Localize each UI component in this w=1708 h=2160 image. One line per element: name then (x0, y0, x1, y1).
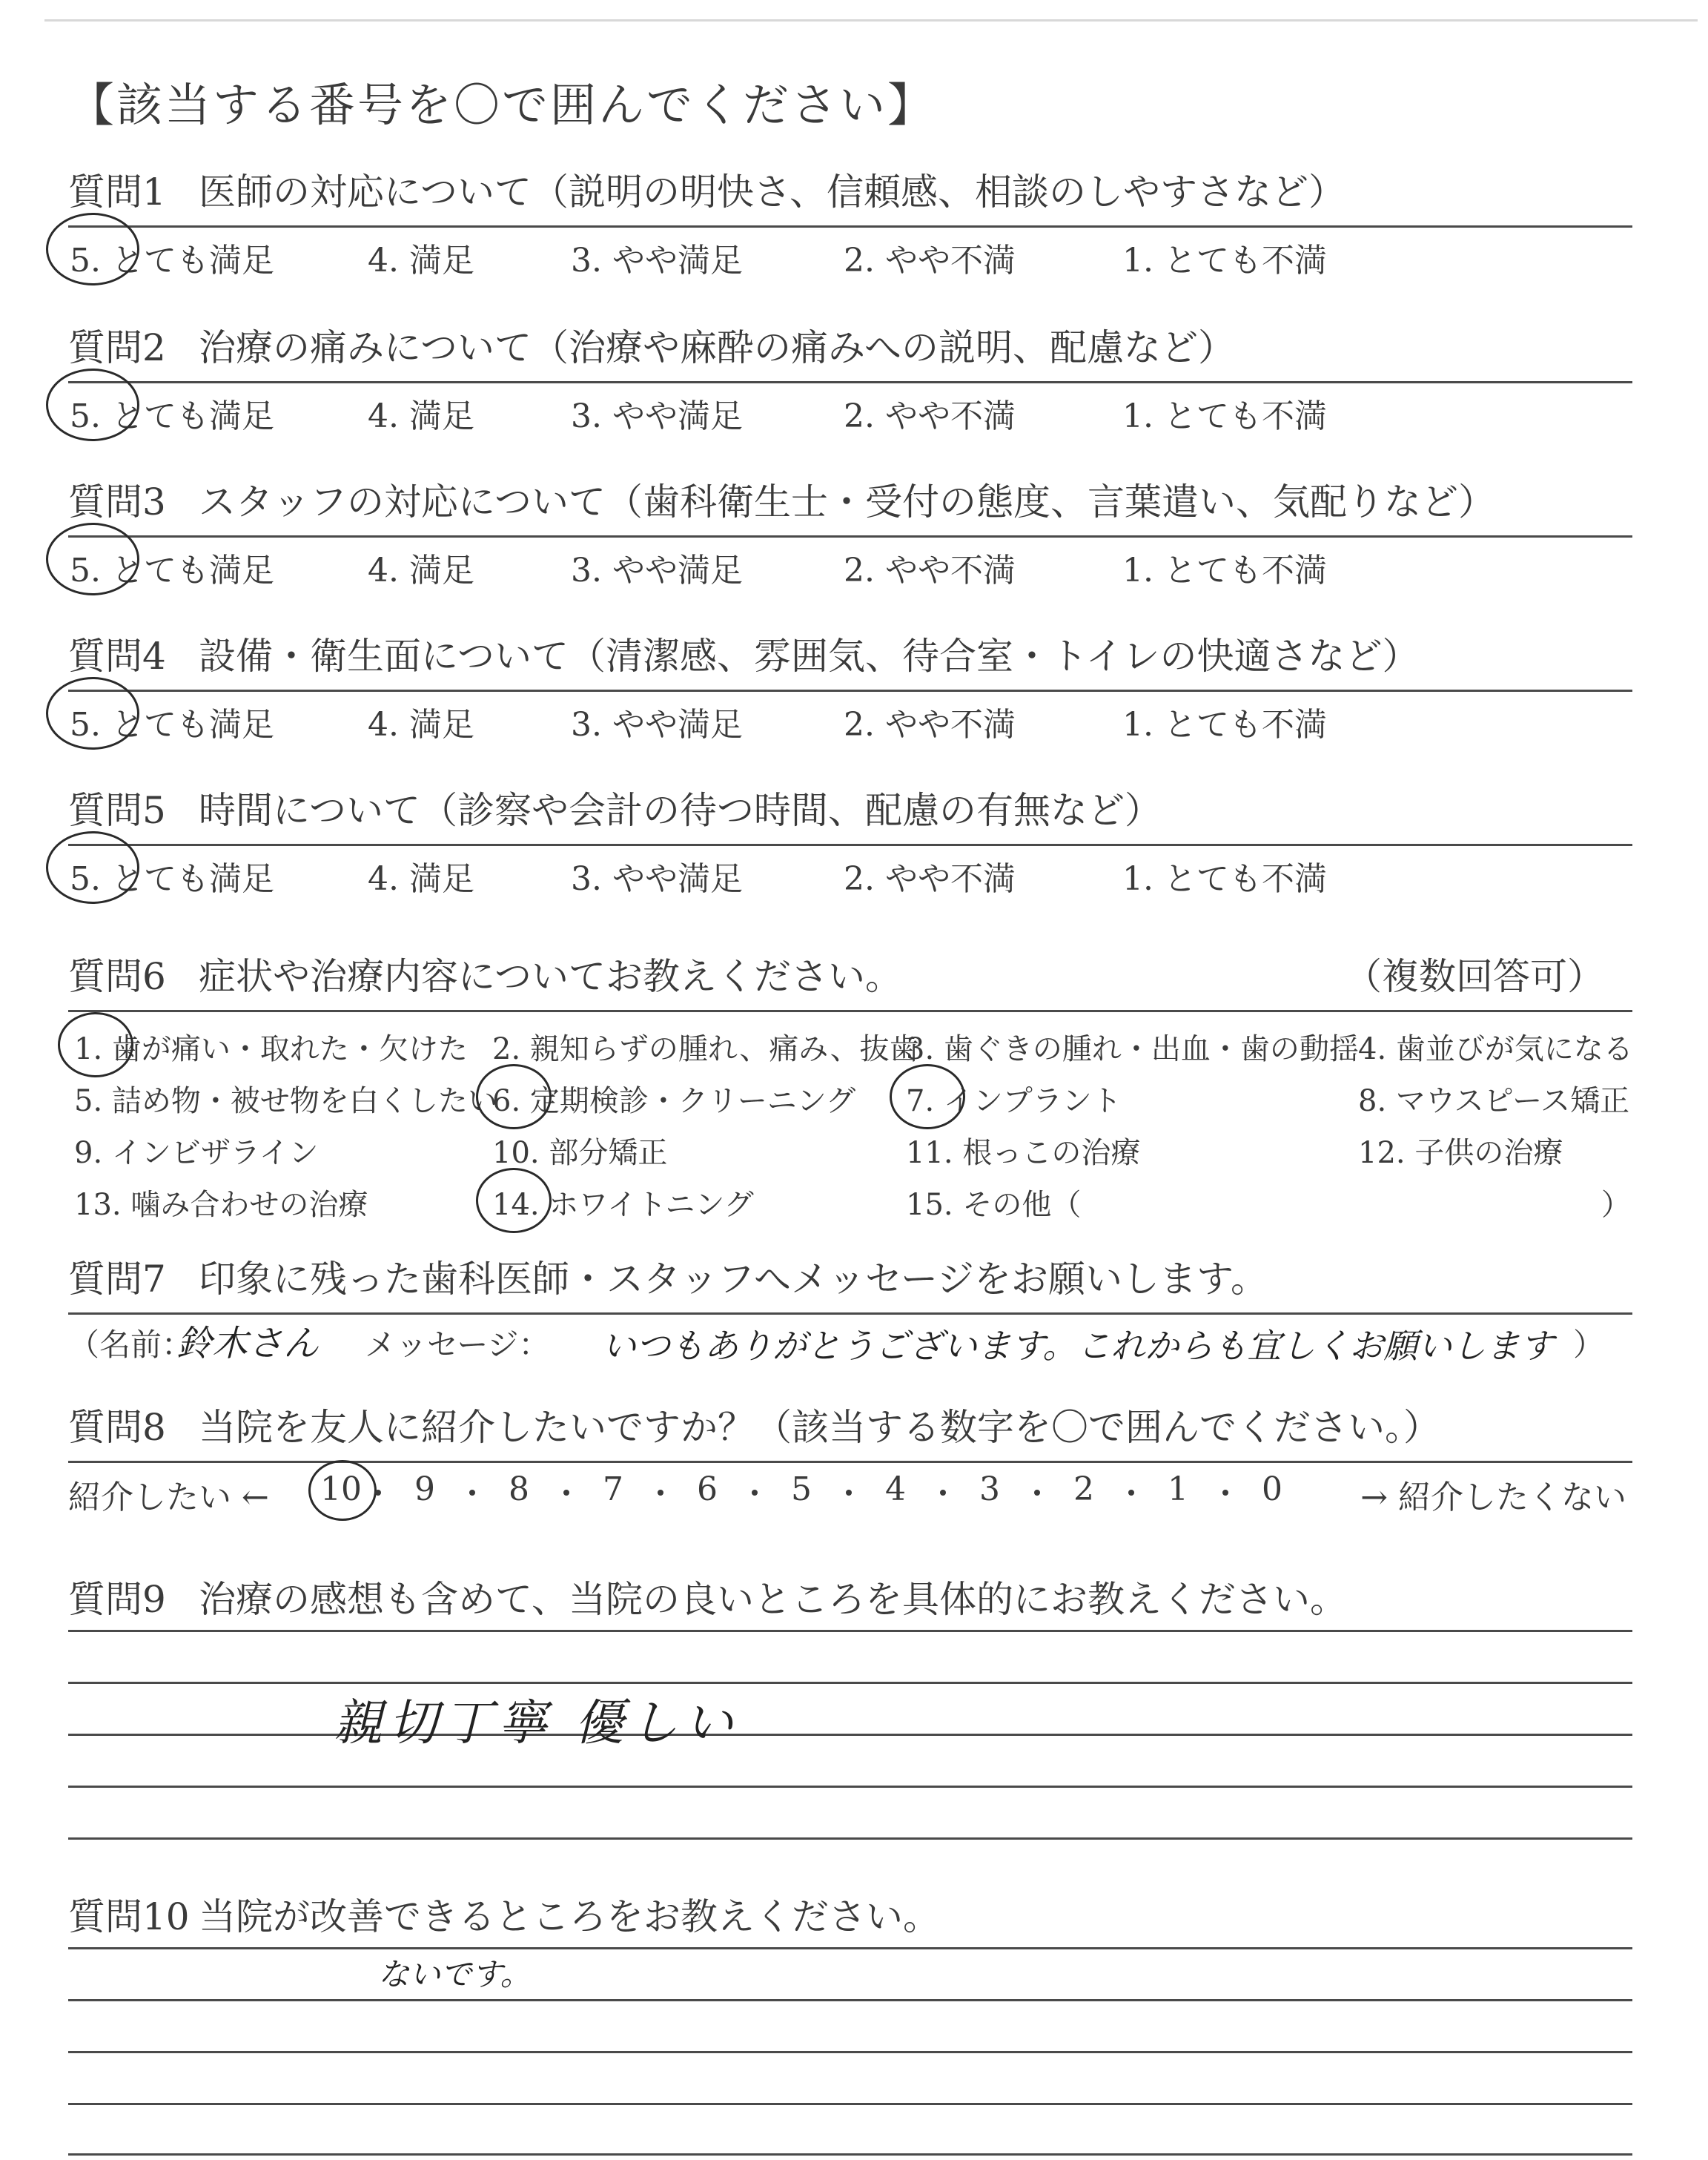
question-title (68, 1883, 1632, 1950)
rating-option-5[interactable]: 5. とても満足 (70, 552, 274, 589)
page-title: 【該当する番号を〇で囲んでください】 (68, 78, 936, 132)
question-title (68, 314, 1632, 381)
question-title (68, 159, 1632, 225)
scale-separator-dot (563, 1490, 569, 1496)
selection-circle (46, 831, 139, 904)
rating-option-1[interactable]: 1. とても不満 (1122, 706, 1327, 744)
rating-option-2[interactable]: 2. やや不満 (844, 860, 1016, 898)
question-text: 時間について（診察や会計の待つ時間、配慮の有無など） (199, 789, 1162, 832)
scale-value-9[interactable]: 9 (414, 1470, 435, 1508)
question-text: 治療の感想も含めて、当院の良いところを具体的にお教えください。 (199, 1578, 1347, 1621)
message-close-paren: ） (1572, 1327, 1604, 1363)
symptom-option-6[interactable]: 6. 定期検診・クリーニング (492, 1084, 856, 1118)
symptom-option-5[interactable]: 5. 詰め物・被せ物を白くしたい (74, 1084, 497, 1118)
symptom-option-14[interactable]: 14. ホワイトニング (492, 1188, 754, 1222)
question-number: 質問4 (68, 635, 166, 678)
question-number: 質問1 (68, 171, 166, 214)
question-1 (68, 159, 1632, 287)
question-number: 質問5 (68, 789, 166, 832)
rating-option-5[interactable]: 5. とても満足 (70, 242, 274, 280)
rating-option-3[interactable]: 3. やや満足 (571, 552, 743, 589)
scale-separator-dot (940, 1490, 946, 1496)
question-number: 質問10 (68, 1895, 190, 1938)
rating-options (68, 228, 1632, 287)
selection-circle (890, 1064, 965, 1129)
question-5 (68, 777, 1632, 905)
answer-line (68, 1837, 1632, 1840)
scale-value-7[interactable]: 7 (603, 1470, 623, 1508)
rating-option-4[interactable]: 4. 満足 (368, 860, 474, 898)
question-number: 質問7 (68, 1258, 166, 1301)
question-number: 質問9 (68, 1578, 166, 1621)
question-3 (68, 469, 1632, 597)
selection-circle (476, 1064, 552, 1129)
symptom-option-11[interactable]: 11. 根っこの治療 (906, 1136, 1141, 1170)
rating-option-3[interactable]: 3. やや満足 (571, 706, 743, 744)
scale-value-6[interactable]: 6 (697, 1470, 718, 1508)
scale-separator-dot (375, 1490, 381, 1496)
multiple-answer-note: （複数回答可） (1345, 955, 1604, 998)
rating-option-4[interactable]: 4. 満足 (368, 552, 474, 589)
recommend-scale (68, 1463, 1632, 1522)
question-title (68, 1566, 1632, 1633)
question-text: 当院が改善できるところをお教えください。 (199, 1895, 940, 1938)
scale-value-8[interactable]: 8 (509, 1470, 529, 1508)
question-text: 印象に残った歯科医師・スタッフへメッセージをお願いします。 (199, 1258, 1268, 1301)
symptom-option-7[interactable]: 7. インプラント (906, 1084, 1122, 1118)
scale-value-1[interactable]: 1 (1168, 1470, 1188, 1508)
rating-option-2[interactable]: 2. やや不満 (844, 552, 1016, 589)
scale-separator-dot (1128, 1490, 1134, 1496)
question-title (68, 1394, 1632, 1461)
answer-line (68, 2153, 1632, 2156)
answer-line (68, 1786, 1632, 1788)
selection-circle (476, 1168, 552, 1233)
question-2 (68, 314, 1632, 443)
scale-separator-dot (1034, 1490, 1040, 1496)
symptom-option-9[interactable]: 9. インビザライン (74, 1136, 319, 1170)
scale-separator-dot (752, 1490, 758, 1496)
question-number: 質問3 (68, 480, 166, 524)
scale-separator-dot (469, 1490, 475, 1496)
rating-option-4[interactable]: 4. 満足 (368, 706, 474, 744)
selection-circle (46, 213, 139, 285)
question-7 (68, 1246, 1632, 1381)
symptom-option-8[interactable]: 8. マウスピース矯正 (1358, 1084, 1630, 1118)
question-title (68, 1246, 1632, 1312)
scale-value-3[interactable]: 3 (979, 1470, 1000, 1508)
question-number: 質問2 (68, 326, 166, 369)
scale-right-label: → 紹介したくない (1360, 1479, 1626, 1516)
answer-line (68, 2103, 1632, 2105)
scale-separator-dot (1222, 1490, 1228, 1496)
symptom-option-2[interactable]: 2. 親知らずの腫れ、痛み、抜歯 (492, 1032, 919, 1066)
question-text: 当院を友人に紹介したいですか？（該当する数字を〇で囲んでください。） (199, 1406, 1440, 1449)
question-8 (68, 1394, 1632, 1522)
q9-answer-handwritten[interactable]: 親切丁寧 優しい (334, 1694, 739, 1751)
selection-circle (46, 523, 139, 595)
rating-option-4[interactable]: 4. 満足 (368, 397, 474, 435)
question-number: 質問8 (68, 1406, 166, 1449)
selection-circle (46, 369, 139, 441)
rating-options (68, 538, 1632, 597)
selection-circle (308, 1460, 377, 1521)
rating-option-1[interactable]: 1. とても不満 (1122, 552, 1327, 589)
rating-option-5[interactable]: 5. とても満足 (70, 706, 274, 744)
rating-options (68, 692, 1632, 751)
rating-option-3[interactable]: 3. やや満足 (571, 242, 743, 280)
symptom-options-grid (68, 1012, 1632, 1220)
scale-value-2[interactable]: 2 (1073, 1470, 1094, 1508)
message-label: メッセージ： (365, 1327, 550, 1363)
scale-value-4[interactable]: 4 (885, 1470, 906, 1508)
rating-options (68, 383, 1632, 443)
question-title (68, 469, 1632, 535)
question-text: スタッフの対応について（歯科衛生士・受付の態度、言葉遣い、気配りなど） (199, 480, 1495, 524)
rating-option-3[interactable]: 3. やや満足 (571, 860, 743, 898)
question-10 (68, 1883, 1632, 1950)
name-handwritten[interactable]: 鈴木さん (176, 1323, 320, 1364)
selection-circle (58, 1012, 133, 1077)
answer-line (68, 2051, 1632, 2053)
rating-option-1[interactable]: 1. とても不満 (1122, 397, 1327, 435)
rating-option-2[interactable]: 2. やや不満 (844, 397, 1016, 435)
top-edge-line (44, 19, 1698, 22)
answer-line (68, 1947, 1632, 1949)
answer-line (68, 1999, 1632, 2001)
symptom-option-12[interactable]: 12. 子供の治療 (1358, 1136, 1563, 1170)
rating-option-5[interactable]: 5. とても満足 (70, 397, 274, 435)
rating-option-1[interactable]: 1. とても不満 (1122, 860, 1327, 898)
rating-option-2[interactable]: 2. やや不満 (844, 706, 1016, 744)
question-6 (68, 943, 1632, 1220)
rating-option-4[interactable]: 4. 満足 (368, 242, 474, 280)
scale-separator-dot (658, 1490, 663, 1496)
question-number: 質問6 (68, 955, 166, 998)
rating-option-2[interactable]: 2. やや不満 (844, 242, 1016, 280)
scale-value-5[interactable]: 5 (791, 1470, 812, 1508)
question-9 (68, 1566, 1632, 1633)
scale-value-0[interactable]: 0 (1262, 1470, 1282, 1508)
answer-line (68, 1734, 1632, 1736)
scale-left-label: 紹介したい ← (68, 1479, 269, 1516)
symptom-option-15[interactable]: 15. その他（ (906, 1188, 1082, 1222)
question-text: 設備・衛生面について（清潔感、雰囲気、待合室・トイレの快適さなど） (199, 635, 1420, 678)
symptom-option-3[interactable]: 3. 歯ぐきの腫れ・出血・歯の動揺 (906, 1032, 1359, 1066)
question-title (68, 777, 1632, 844)
symptom-option-4[interactable]: 4. 歯並びが気になる (1358, 1032, 1633, 1066)
rating-option-3[interactable]: 3. やや満足 (571, 397, 743, 435)
selection-circle (46, 677, 139, 750)
other-close-paren: ） (1601, 1188, 1631, 1222)
question-text: 治療の痛みについて（治療や麻酔の痛みへの説明、配慮など） (199, 326, 1235, 369)
answer-line (68, 1682, 1632, 1684)
message-handwritten[interactable]: いつもありがとうございます。これからも宜しくお願いします (602, 1326, 1555, 1366)
rating-options (68, 846, 1632, 905)
scale-value-10[interactable]: 10 (320, 1470, 362, 1508)
question-text: 医師の対応について（説明の明快さ、信頼感、相談のしやすさなど） (199, 171, 1345, 214)
name-label: （名前： (68, 1327, 193, 1363)
symptom-option-13[interactable]: 13. 噛み合わせの治療 (74, 1188, 368, 1222)
question-title (68, 943, 1632, 1010)
symptom-option-10[interactable]: 10. 部分矯正 (492, 1136, 668, 1170)
symptom-option-1[interactable]: 1. 歯が痛い・取れた・欠けた (74, 1032, 468, 1066)
answer-line (68, 1630, 1632, 1632)
question-title (68, 623, 1632, 690)
rating-option-1[interactable]: 1. とても不満 (1122, 242, 1327, 280)
q10-answer-handwritten[interactable]: ないです。 (378, 1956, 532, 1992)
scale-separator-dot (846, 1490, 852, 1496)
rating-option-5[interactable]: 5. とても満足 (70, 860, 274, 898)
question-4 (68, 623, 1632, 751)
question-text: 症状や治療内容についてお教えください。 (199, 955, 902, 998)
